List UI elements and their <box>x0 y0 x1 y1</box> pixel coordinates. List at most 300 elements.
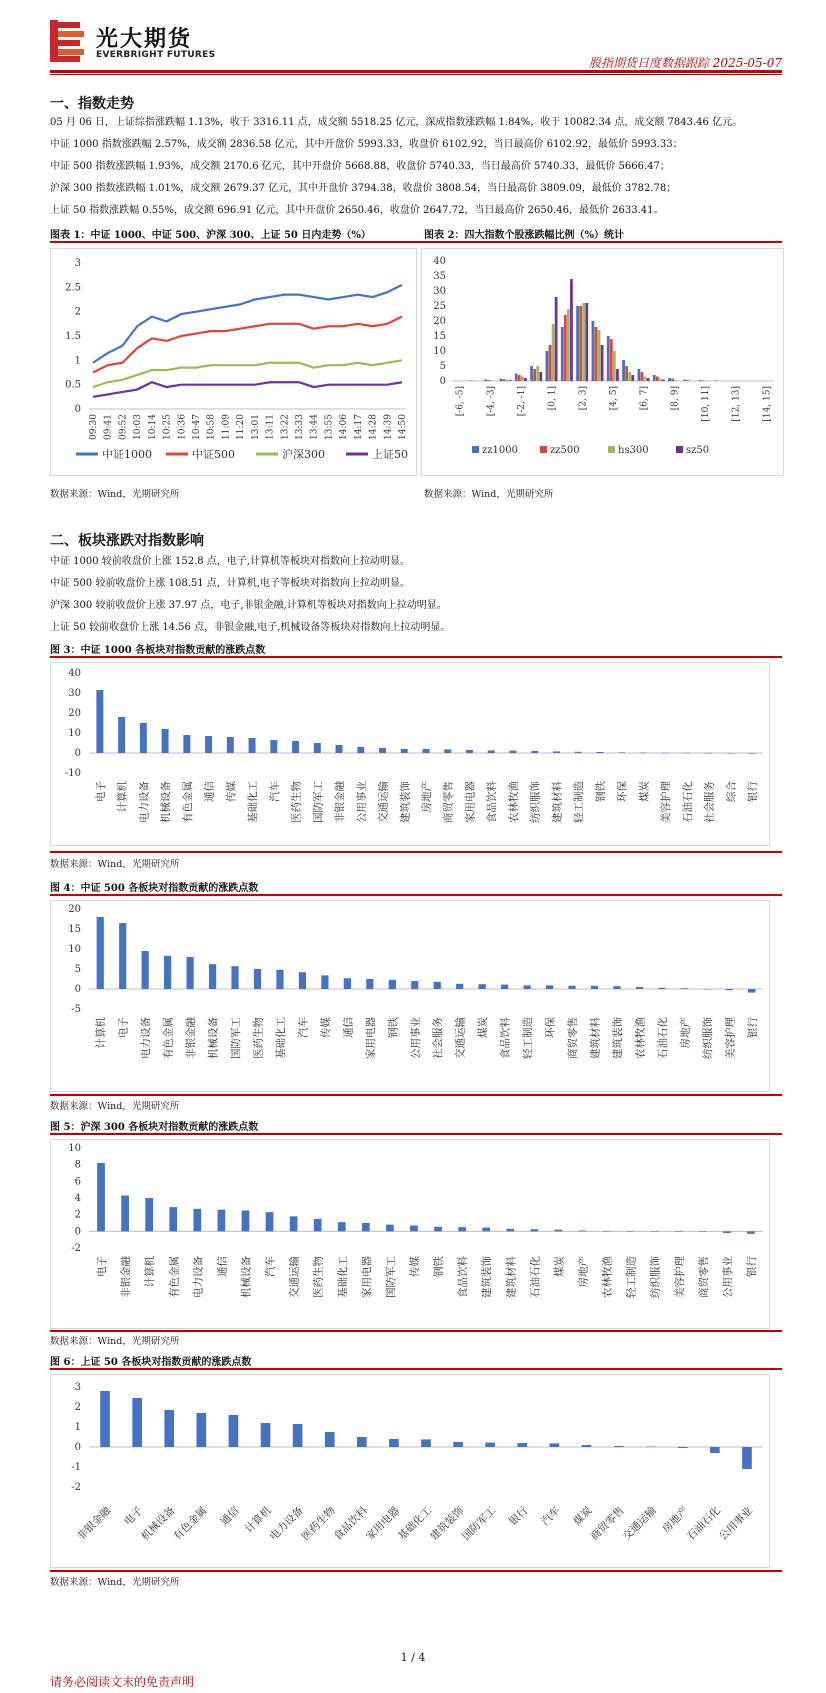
bar <box>747 1231 755 1234</box>
series-line <box>93 360 402 387</box>
bar <box>506 380 509 382</box>
y-tick-label: 15 <box>433 331 446 342</box>
bar <box>482 1228 490 1232</box>
bar <box>616 369 619 381</box>
bar <box>456 984 463 989</box>
bar <box>618 752 625 753</box>
bar <box>564 315 567 381</box>
x-tick-label: 通信 <box>203 781 216 802</box>
x-tick-label: 房地产 <box>577 1256 590 1288</box>
bar <box>434 982 441 989</box>
bar <box>625 366 628 381</box>
bar <box>647 378 650 381</box>
y-tick-label: 1 <box>74 355 81 367</box>
caption-divider <box>50 1368 782 1370</box>
paragraph: 中证 500 较前收盘价上涨 108.51 点，计算机,电子等板块对指数向上拉动明显。 <box>50 578 410 589</box>
bar <box>142 951 149 989</box>
x-tick-label: 商贸零售 <box>697 1256 710 1298</box>
bar <box>509 751 516 753</box>
x-tick-label: 煤炭 <box>571 1504 595 1528</box>
bar <box>357 747 364 753</box>
paragraph: 中证 500 指数涨跌幅 1.93%，成交额 2170.6 亿元，其中开盘价 5668.88，收盘价 5740.33，当日最高价 5740.33，最低价 5666.47； <box>50 161 670 172</box>
bar <box>555 1230 563 1232</box>
x-tick-label: 轻工制造 <box>625 1256 638 1298</box>
bar <box>314 743 321 753</box>
bar <box>292 741 299 753</box>
bar <box>183 735 190 753</box>
x-tick-label: 有色金属 <box>168 1256 181 1298</box>
series-line <box>93 382 402 397</box>
bar <box>290 1216 298 1231</box>
bar <box>293 1424 303 1447</box>
paragraph: 中证 1000 较前收盘价上涨 152.8 点，电子,计算机等板块对指数向上拉动明显。 <box>50 556 410 567</box>
y-tick-label: 4 <box>74 1193 81 1204</box>
bar <box>299 972 306 989</box>
y-tick-label: 10 <box>68 1143 81 1154</box>
bar <box>254 969 261 989</box>
x-tick-label: 非银金融 <box>185 1017 198 1059</box>
fig5-bar-chart <box>51 1140 769 1328</box>
x-tick-label: 基础化工 <box>336 1256 349 1298</box>
paragraph: 中证 1000 指数涨跌幅 2.57%，成交额 2836.58 亿元，其中开盘价 5993.33，收盘价 6102.92，当日最高价 6102.92，最低价 5993.33； <box>50 139 683 150</box>
x-tick-label: 非银金融 <box>74 1504 114 1543</box>
x-tick-label: 房地产 <box>660 1504 691 1536</box>
x-tick-label: [2, 3] <box>578 386 589 411</box>
source-note: 数据来源：Wind，光期研究所 <box>50 489 180 500</box>
bar <box>503 379 506 381</box>
bar <box>531 751 538 753</box>
fig5-frame <box>50 1139 770 1329</box>
x-tick-label: 医药生物 <box>299 1504 338 1543</box>
bar <box>530 1229 538 1231</box>
y-tick-label: 40 <box>68 668 81 679</box>
x-tick-label: 10:14 <box>147 414 158 440</box>
bar <box>515 374 518 382</box>
bar <box>389 980 396 989</box>
y-tick-label: 15 <box>68 924 81 935</box>
bar <box>362 1223 370 1231</box>
x-tick-label: 13:22 <box>280 414 291 440</box>
x-tick-label: 煤炭 <box>638 781 651 802</box>
y-tick-label: 10 <box>433 346 446 357</box>
x-tick-label: 汽车 <box>268 781 281 802</box>
bar <box>321 975 328 989</box>
bar <box>546 351 549 381</box>
x-tick-label: 14:50 <box>398 414 408 440</box>
bar <box>607 336 610 381</box>
y-tick-label: -2 <box>71 1243 81 1254</box>
bar <box>276 970 283 989</box>
x-tick-label: 机械设备 <box>160 781 173 823</box>
x-tick-label: 房地产 <box>679 1017 692 1049</box>
bar <box>132 1398 142 1447</box>
bar <box>561 327 564 381</box>
bar <box>338 1222 346 1231</box>
bar <box>610 339 613 381</box>
bar <box>434 1227 442 1232</box>
x-tick-label: 汽车 <box>264 1256 277 1277</box>
x-tick-label: 有色金属 <box>162 1017 175 1059</box>
x-tick-label: 基础化工 <box>274 1017 287 1059</box>
x-tick-label: 电力设备 <box>138 781 151 823</box>
bar <box>675 1231 683 1232</box>
x-tick-label: 农林牧渔 <box>634 1017 647 1059</box>
bar <box>484 380 487 382</box>
y-tick-label: 0 <box>74 984 81 995</box>
x-tick-label: 石油石化 <box>681 781 694 823</box>
x-tick-label: 交通运输 <box>620 1504 659 1543</box>
bar <box>641 372 644 381</box>
bar <box>636 987 643 989</box>
paragraph: 05 月 06 日，上证综指涨跌幅 1.13%，收于 3316.11 点，成交额 5518.25 亿元，深成指数涨跌幅 1.84%，收于 10082.34 点，成交额 7843.46 亿元。 <box>50 117 743 128</box>
legend-label: zz1000 <box>482 445 518 456</box>
source-note: 数据来源：Wind，光期研究所 <box>50 1336 180 1347</box>
legend-label: 沪深300 <box>282 448 325 461</box>
bar <box>703 989 710 990</box>
bar <box>401 749 408 753</box>
x-tick-label: 建筑装饰 <box>611 1017 624 1059</box>
bar <box>710 1447 720 1453</box>
bar <box>164 956 171 989</box>
bar <box>576 306 579 381</box>
y-tick-label: 10 <box>68 728 81 739</box>
bar <box>674 380 677 381</box>
x-tick-label: 家用电器 <box>464 781 477 823</box>
bar <box>270 740 277 753</box>
header-divider-thin <box>50 74 782 75</box>
x-tick-label: 13:01 <box>250 414 261 440</box>
bar <box>628 372 631 381</box>
x-tick-label: 环保 <box>544 1017 557 1038</box>
bar <box>638 369 641 381</box>
y-tick-label: 5 <box>74 964 81 975</box>
x-tick-label: [0, 1] <box>547 386 558 411</box>
bar <box>444 749 451 753</box>
bar <box>622 360 625 381</box>
bar <box>229 1415 239 1447</box>
x-tick-label: 煤炭 <box>553 1256 566 1277</box>
bar <box>379 748 386 753</box>
x-tick-label: 电力设备 <box>140 1017 153 1059</box>
x-tick-label: 银行 <box>747 781 760 802</box>
bar <box>162 729 169 753</box>
legend-swatch <box>676 446 683 453</box>
x-tick-label: 家用电器 <box>360 1256 373 1298</box>
bar <box>592 321 595 381</box>
y-tick-label: 0 <box>74 404 81 415</box>
y-tick-label: 10 <box>68 944 81 955</box>
x-tick-label: 汽车 <box>297 1017 310 1038</box>
bar <box>169 1207 177 1231</box>
x-tick-label: 银行 <box>507 1504 531 1528</box>
y-tick-label: 3 <box>74 1382 81 1393</box>
x-tick-label: 09:30 <box>89 414 99 440</box>
bar <box>521 377 524 382</box>
bar <box>410 1226 418 1232</box>
bar <box>539 372 542 381</box>
legend-label: hs300 <box>618 445 649 456</box>
section1-text <box>50 112 742 222</box>
x-tick-label: 电力设备 <box>192 1256 205 1298</box>
section2-title: 二、板块涨跌对指数影响 <box>50 533 204 549</box>
bar <box>687 380 690 381</box>
x-tick-label: 电子 <box>94 781 107 802</box>
bar <box>552 324 555 381</box>
legend-label: sz50 <box>686 445 710 456</box>
bar <box>389 1439 399 1447</box>
x-tick-label: [6, 7] <box>639 386 650 411</box>
x-tick-label: 通信 <box>342 1017 355 1038</box>
fig4-caption: 图 4：中证 500 各板块对指数贡献的涨跌点数 <box>50 883 259 894</box>
caption-divider <box>50 656 782 658</box>
bar <box>209 964 216 989</box>
y-tick-label: 0 <box>74 748 81 759</box>
y-tick-label: 0 <box>74 1226 81 1238</box>
bar <box>659 379 662 381</box>
bar <box>598 330 601 381</box>
x-tick-label: 建筑材料 <box>589 1017 602 1059</box>
section1-title: 一、指数走势 <box>50 96 134 112</box>
source-note: 数据来源：Wind，光期研究所 <box>50 859 180 870</box>
fig4-bar-chart <box>51 901 769 1091</box>
bar <box>533 369 536 381</box>
bar <box>325 1432 335 1447</box>
x-tick-label: 通信 <box>216 1256 229 1277</box>
bar <box>644 377 647 382</box>
bar <box>500 379 503 381</box>
x-tick-label: [-4, -3] <box>486 386 497 417</box>
bar <box>662 753 669 754</box>
y-tick-label: -1 <box>71 1462 81 1473</box>
x-tick-label: [8, 9] <box>670 386 681 411</box>
bar <box>96 690 103 753</box>
bar <box>261 1423 271 1447</box>
x-tick-label: 建筑材料 <box>505 1256 518 1298</box>
bar <box>249 738 256 753</box>
y-tick-label: 20 <box>433 316 446 327</box>
bar <box>567 309 570 381</box>
bar <box>536 366 539 381</box>
bar <box>344 978 351 989</box>
y-tick-label: 5 <box>439 361 446 372</box>
y-tick-label: 40 <box>433 256 446 267</box>
bar <box>550 1443 560 1447</box>
x-tick-label: [14, 15] <box>762 386 773 422</box>
x-tick-label: 10:25 <box>162 414 173 440</box>
x-tick-label: 建筑材料 <box>551 781 564 823</box>
y-tick-label: 35 <box>433 271 446 282</box>
x-tick-label: 农林牧渔 <box>507 781 520 823</box>
bar <box>596 752 603 753</box>
bar <box>640 753 647 754</box>
bar <box>613 986 620 989</box>
header-divider <box>50 70 782 73</box>
fig3-bar-chart <box>51 663 769 845</box>
x-tick-label: 美容护理 <box>660 781 673 823</box>
bar <box>97 917 104 989</box>
bar <box>164 1410 174 1447</box>
x-tick-label: 汽车 <box>539 1504 563 1528</box>
bar <box>582 1445 592 1447</box>
bar <box>627 1231 635 1232</box>
bar <box>479 984 486 989</box>
x-tick-label: 纺织服饰 <box>529 781 542 823</box>
x-tick-label: 电子 <box>121 1504 146 1528</box>
bar <box>646 1447 656 1448</box>
x-tick-label: 基础化工 <box>247 781 260 823</box>
y-tick-label: 30 <box>68 688 81 699</box>
legend-swatch <box>608 446 615 453</box>
bar <box>653 375 656 381</box>
bar <box>218 1210 226 1232</box>
bar <box>702 380 705 381</box>
bar <box>579 306 582 381</box>
legend-label: zz500 <box>550 445 580 456</box>
x-tick-label: 食品饮料 <box>499 1017 512 1059</box>
bar <box>518 375 521 381</box>
x-tick-label: 公用事业 <box>716 1504 756 1543</box>
bar <box>546 985 553 989</box>
x-tick-label: 建筑装饰 <box>481 1256 494 1298</box>
y-tick-label: -10 <box>64 768 81 779</box>
x-tick-label: 商贸零售 <box>567 1017 580 1059</box>
bar <box>524 378 527 381</box>
x-tick-label: 轻工制造 <box>522 1017 535 1059</box>
x-tick-label: 09:52 <box>118 414 129 440</box>
bar <box>699 1231 707 1232</box>
x-tick-label: 11:20 <box>236 414 247 440</box>
y-tick-label: 1.5 <box>65 331 81 342</box>
x-tick-label: 机械设备 <box>207 1017 220 1059</box>
bar <box>714 380 717 381</box>
x-tick-label: 计算机 <box>95 1017 108 1049</box>
bar <box>266 1212 274 1231</box>
x-tick-label: 非银金融 <box>334 781 347 823</box>
section-divider <box>50 1094 782 1096</box>
bar <box>603 1231 611 1232</box>
x-tick-label: 有色金属 <box>171 1504 210 1543</box>
page-number: 1 / 4 <box>400 1651 426 1664</box>
x-tick-label: 食品饮料 <box>331 1504 370 1543</box>
x-tick-label: 食品饮料 <box>457 1256 470 1298</box>
x-tick-label: 机械设备 <box>240 1256 253 1298</box>
bar <box>466 750 473 753</box>
y-tick-label: 2 <box>74 1402 81 1413</box>
x-tick-label: 公用事业 <box>355 781 368 823</box>
x-tick-label: 建筑装饰 <box>399 781 412 823</box>
x-tick-label: 国防军工 <box>312 781 325 823</box>
disclaimer-link[interactable]: 请务必阅读文末的免责声明 <box>50 1675 195 1689</box>
x-tick-label: 社会服务 <box>432 1017 445 1059</box>
x-tick-label: 石油石化 <box>684 1504 723 1543</box>
x-tick-label: 食品饮料 <box>486 781 499 823</box>
x-tick-label: 电子 <box>96 1256 109 1277</box>
logo-name: 光大期货 <box>96 27 193 52</box>
y-tick-label: 0 <box>439 376 446 387</box>
x-tick-label: 11:09 <box>221 414 232 440</box>
bar <box>100 1391 110 1447</box>
bar <box>651 1231 659 1232</box>
x-tick-label: 钢铁 <box>594 781 607 802</box>
x-tick-label: 交通运输 <box>288 1256 301 1298</box>
paragraph: 沪深 300 指数涨跌幅 1.01%，成交额 2679.37 亿元，其中开盘价 3794.38，收盘价 3808.54，当日最高价 3809.09，最低价 3782.78； <box>50 183 677 194</box>
bar <box>187 957 194 989</box>
bar <box>366 979 373 989</box>
source-note: 数据来源：Wind，光期研究所 <box>50 1577 180 1588</box>
fig1-line-chart <box>51 249 416 475</box>
bar <box>555 297 558 381</box>
x-tick-label: 钢铁 <box>387 1017 400 1038</box>
section-divider <box>50 1330 782 1332</box>
x-tick-label: [12, 13] <box>731 386 742 422</box>
x-tick-label: 石油石化 <box>656 1017 669 1059</box>
bar <box>517 1443 527 1447</box>
bar <box>314 1219 322 1232</box>
x-tick-label: 医药生物 <box>252 1017 265 1059</box>
y-tick-label: -5 <box>71 1004 81 1015</box>
x-tick-label: 13:33 <box>295 414 305 440</box>
bar <box>749 753 756 754</box>
x-tick-label: 国防军工 <box>230 1017 243 1059</box>
paragraph: 上证 50 较前收盘价上涨 14.56 点，非银金融,电子,机械设备等板块对指数向上拉动明显。 <box>50 622 451 633</box>
bar <box>595 327 598 381</box>
bar <box>487 380 490 381</box>
bar <box>553 751 560 753</box>
y-tick-label: 0.5 <box>65 379 81 391</box>
fig6-frame <box>50 1374 770 1568</box>
bar <box>582 303 585 381</box>
caption-divider <box>50 241 782 243</box>
bar <box>242 1211 250 1232</box>
x-tick-label: 国防军工 <box>460 1504 499 1543</box>
x-tick-label: 电力设备 <box>267 1504 306 1543</box>
x-tick-label: 家用电器 <box>364 1017 377 1059</box>
bar <box>506 1229 514 1232</box>
fig2-caption: 图表 2：四大指数个股涨跌幅比例（%）统计 <box>424 230 624 241</box>
x-tick-label: 环保 <box>616 781 629 802</box>
x-tick-label: 美容护理 <box>673 1256 686 1298</box>
bar <box>140 723 147 753</box>
x-tick-label: [-2, -1] <box>517 386 527 417</box>
x-tick-label: [10, 11] <box>701 386 711 422</box>
x-tick-label: 14:06 <box>339 414 350 440</box>
bar <box>469 380 472 381</box>
bar <box>723 1231 731 1233</box>
x-tick-label: 医药生物 <box>290 781 303 823</box>
bar <box>601 345 604 381</box>
source-note: 数据来源：Wind，光期研究所 <box>424 489 554 500</box>
legend-label: 上证50 <box>372 448 408 461</box>
x-tick-label: 10:58 <box>206 414 217 440</box>
bar <box>193 1209 201 1232</box>
y-tick-label: 30 <box>433 286 446 297</box>
x-tick-label: 传媒 <box>319 1017 332 1038</box>
bar <box>705 753 712 754</box>
x-tick-label: 13:55 <box>324 414 335 440</box>
legend-swatch <box>472 446 479 453</box>
x-tick-label: 钢铁 <box>433 1256 446 1277</box>
fig1-frame <box>50 248 417 476</box>
legend-label: 中证1000 <box>102 448 152 461</box>
bar <box>485 1443 495 1447</box>
x-tick-label: [4, 5] <box>609 386 619 411</box>
bar <box>668 378 671 381</box>
bar <box>656 377 659 382</box>
bar <box>671 379 674 381</box>
fig2-bar-chart <box>422 249 783 475</box>
y-tick-label: 3 <box>74 258 81 269</box>
x-tick-label: 综合 <box>725 781 738 802</box>
